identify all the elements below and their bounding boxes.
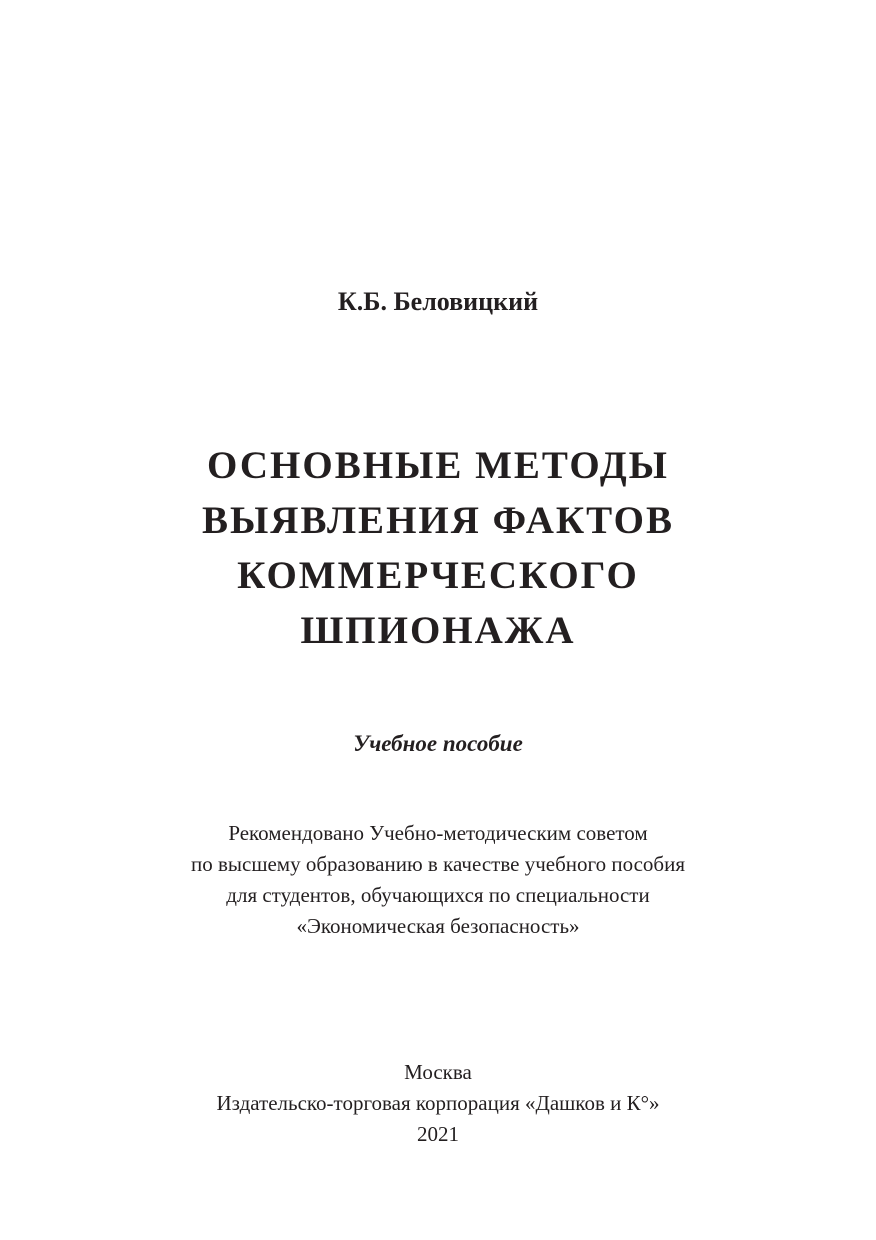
recommendation-line: Рекомендовано Учебно-методическим советом xyxy=(228,821,648,845)
recommendation-line: «Экономическая безопасность» xyxy=(296,914,580,938)
book-title-line: ВЫЯВЛЕНИЯ ФАКТОВ xyxy=(202,499,674,542)
book-subtitle: Учебное пособие xyxy=(353,731,523,756)
book-title-line: ШПИОНАЖА xyxy=(300,609,576,652)
imprint-city: Москва xyxy=(404,1060,472,1084)
recommendation-line: по высшему образованию в качестве учебного пособия xyxy=(190,852,686,876)
publisher-imprint xyxy=(0,1057,876,1150)
recommendation-line: для студентов, обучающихся по специальности xyxy=(226,883,650,907)
recommendation-note xyxy=(0,818,876,942)
book-title-line: КОММЕРЧЕСКОГО xyxy=(237,554,639,597)
imprint-publisher: Издательско-торговая корпорация «Дашков и К°» xyxy=(216,1091,660,1115)
author-name: К.Б. Беловицкий xyxy=(337,287,539,316)
book-title xyxy=(0,438,876,658)
imprint-year: 2021 xyxy=(417,1122,459,1146)
book-title-line: ОСНОВНЫЕ МЕТОДЫ xyxy=(207,444,669,487)
